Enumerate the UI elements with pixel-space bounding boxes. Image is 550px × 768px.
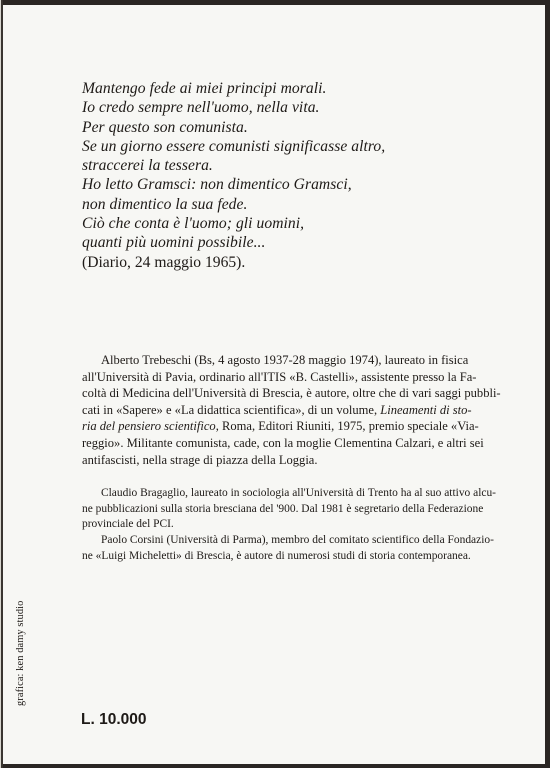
poem-line: non dimentico la sua fede. — [82, 195, 248, 213]
poem-quote — [82, 79, 522, 272]
bio-text: , Roma, Editori Riuniti, 1975, premio speciale «Via- — [215, 419, 479, 434]
price-label: L. 10.000 — [81, 711, 147, 728]
bio-line: ne «Luigi Micheletti» di Brescia, è autore di numerosi studi di storia contemporanea. — [82, 549, 471, 562]
trebeschi-biography — [82, 352, 518, 468]
book-title-part: Lineamenti di sto- — [380, 402, 472, 417]
bio-text: cati in «Sapere» e «La didattica scientifica», di un volume, — [82, 402, 378, 417]
bio-line: antifascisti, nella strage di piazza della Loggia. — [82, 452, 318, 467]
bio-line: ne pubblicazioni sulla storia bresciana del '900. Dal 1981 è segretario della Federazione — [82, 502, 484, 515]
poem-line: Se un giorno essere comunisti significasse altro, — [82, 137, 386, 155]
bio-line: Alberto Trebeschi (Bs, 4 agosto 1937-28 maggio 1974), laureato in fisica — [101, 353, 469, 367]
poem-source: (Diario, 24 maggio 1965). — [82, 253, 246, 271]
poem-line: Io credo sempre nell'uomo, nella vita. — [82, 99, 320, 117]
poem-line: straccerei la tessera. — [82, 157, 213, 175]
bio-line: provinciale del PCI. — [82, 518, 174, 531]
book-title-part: ria del pensiero scientifico — [82, 419, 216, 434]
bio-line: reggio». Militante comunista, cade, con la moglie Clementina Calzari, e altri sei — [82, 435, 484, 450]
poem-line: Mantengo fede ai miei principi morali. — [82, 80, 327, 97]
poem-line: Ciò che conta è l'uomo; gli uomini, — [82, 215, 305, 233]
bio-line: coltà di Medicina dell'Università di Brescia, è autore, oltre che di vari saggi pubbli- — [82, 386, 501, 401]
authors-biography — [82, 486, 518, 565]
poem-line: quanti più uomini possibile... — [82, 234, 266, 252]
scan-edge-bottom — [1, 764, 550, 768]
bio-line — [82, 418, 518, 435]
scan-edge-top — [1, 0, 550, 5]
poem-line: Ho letto Gramsci: non dimentico Gramsci, — [82, 176, 352, 194]
bio-line: Claudio Bragaglio, laureato in sociologia all'Università di Trento ha al suo attivo alcu- — [101, 487, 496, 499]
bio-line: all'Università di Pavia, ordinario all'ITIS «B. Castelli», assistente presso la Fa- — [82, 369, 477, 384]
bio-line — [82, 402, 518, 419]
design-credit: grafica: ken damy studio — [15, 600, 26, 706]
bio-line: Paolo Corsini (Università di Parma), membro del comitato scientifico della Fondazio- — [101, 534, 494, 547]
scan-edge-right — [545, 0, 550, 768]
poem-line: Per questo son comunista. — [82, 118, 248, 136]
scan-edge-left — [1, 0, 3, 768]
